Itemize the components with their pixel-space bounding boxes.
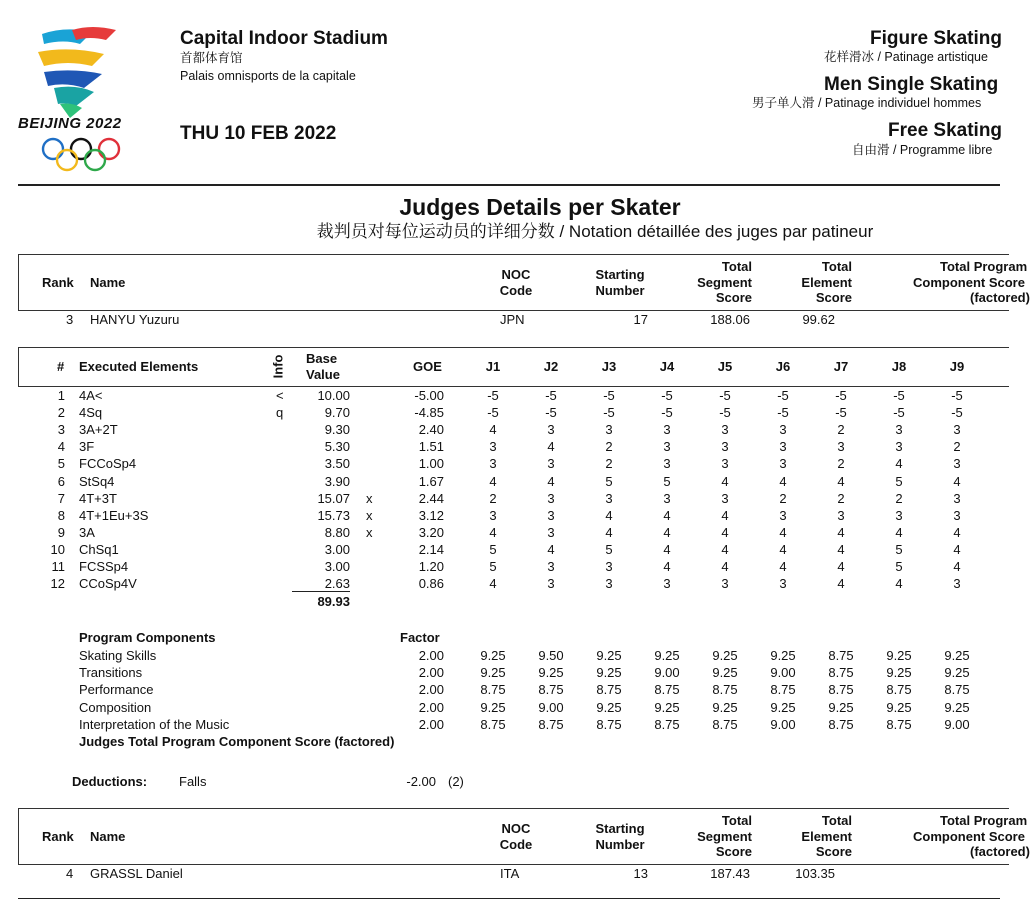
element-judge-score: 3 [547, 491, 555, 506]
element-name: 4Sq [79, 405, 103, 420]
tss-header-1: Total [721, 259, 752, 274]
element-judge-score: -5 [893, 388, 905, 403]
skater-tss: 188.06 [710, 312, 750, 327]
tes-header-2c: Score [815, 844, 852, 859]
element-judge-score: 4 [837, 474, 845, 489]
pcs-header-2b: Component Score [913, 829, 1025, 844]
element-judge-score: 3 [895, 439, 903, 454]
element-judge-score: 3 [547, 576, 555, 591]
component-name: Interpretation of the Music [79, 717, 230, 732]
deductions-count: (2) [448, 774, 464, 789]
tss-header-2c: Score [715, 844, 752, 859]
element-name: StSq4 [79, 474, 115, 489]
component-judge-score: 9.25 [944, 648, 970, 663]
component-judge-score: 9.00 [654, 665, 680, 680]
element-judge-score: 4 [779, 474, 787, 489]
element-judge-score: -5 [487, 388, 499, 403]
element-judge-score: 5 [605, 474, 613, 489]
element-judge-score: 3 [895, 422, 903, 437]
element-judge-score: 4 [547, 542, 555, 557]
element-judge-score: 2 [895, 491, 903, 506]
element-goe: 1.67 [418, 474, 444, 489]
component-judge-score: 8.75 [480, 682, 506, 697]
element-judge-score: 3 [779, 439, 787, 454]
tss-header-2a: Total [721, 813, 752, 828]
element-judge-score: 4 [489, 474, 497, 489]
component-judge-score: 8.75 [538, 682, 564, 697]
deductions-type: Falls [179, 774, 207, 789]
name-header-2: Name [90, 829, 126, 844]
component-factor: 2.00 [418, 682, 444, 697]
element-judge-score: 3 [489, 439, 497, 454]
skater2-tss: 187.43 [710, 866, 750, 881]
element-judge-score: 4 [489, 422, 497, 437]
element-number: 10 [50, 542, 65, 557]
component-judge-score: 8.75 [480, 717, 506, 732]
element-judge-score: 2 [953, 439, 961, 454]
element-judge-score: -5 [603, 405, 615, 420]
element-judge-score: 4 [547, 439, 555, 454]
element-judge-score: 3 [953, 508, 961, 523]
element-judge-score: 5 [663, 474, 671, 489]
component-name: Composition [79, 700, 152, 715]
tes-header-3: Score [815, 290, 852, 305]
skater2-name: GRASSL Daniel [90, 866, 183, 881]
base-total-rule [292, 591, 350, 592]
rank-header-2: Rank [42, 829, 74, 844]
starting-header-1: Starting [595, 267, 645, 282]
judge-header-1: J1 [485, 359, 501, 374]
element-base-value: 3.50 [324, 456, 350, 471]
factor-header: Factor [400, 630, 440, 645]
noc-header-2: Code [499, 283, 533, 298]
element-judge-score: 5 [605, 542, 613, 557]
component-judge-score: 9.25 [538, 665, 564, 680]
element-judge-score: 4 [721, 474, 729, 489]
pcs-header-2c: (factored) [970, 844, 1030, 859]
element-goe: 1.51 [418, 439, 444, 454]
element-judge-score: -5 [661, 405, 673, 420]
skater2-tes: 103.35 [795, 866, 835, 881]
element-judge-score: 3 [489, 456, 497, 471]
element-judge-score: 3 [663, 456, 671, 471]
element-judge-score: 4 [779, 542, 787, 557]
element-base-value: 15.07 [317, 491, 350, 506]
noc-header-1: NOC [501, 267, 531, 282]
element-goe: -5.00 [414, 388, 444, 403]
component-judge-score: 9.25 [712, 648, 738, 663]
element-base-value: 8.80 [324, 525, 350, 540]
components-header: Program Components [79, 630, 216, 645]
element-judge-score: 4 [663, 542, 671, 557]
component-judge-score: 8.75 [712, 717, 738, 732]
element-number: 1 [57, 388, 65, 403]
skater-noc: JPN [500, 312, 525, 327]
component-judge-score: 9.00 [944, 717, 970, 732]
component-judge-score: 8.75 [712, 682, 738, 697]
element-judge-score: -5 [545, 388, 557, 403]
venue-name-fr: Palais omnisports de la capitale [180, 69, 356, 83]
element-judge-score: 4 [953, 542, 961, 557]
element-judge-score: -5 [603, 388, 615, 403]
component-judge-score: 9.25 [654, 648, 680, 663]
header-divider [18, 184, 1000, 186]
component-judge-score: 9.25 [770, 648, 796, 663]
element-judge-score: 3 [779, 508, 787, 523]
element-info: < [276, 388, 284, 403]
element-judge-score: 3 [547, 525, 555, 540]
element-bonus-mark: x [366, 508, 373, 523]
num-header: # [57, 359, 65, 374]
component-factor: 2.00 [418, 665, 444, 680]
component-judge-score: 9.25 [596, 648, 622, 663]
element-judge-score: 4 [895, 456, 903, 471]
component-judge-score: 8.75 [828, 717, 854, 732]
element-name: 3F [79, 439, 95, 454]
component-judge-score: 9.25 [596, 665, 622, 680]
component-judge-score: 9.25 [944, 665, 970, 680]
starting-header-2a: Starting [595, 821, 645, 836]
component-factor: 2.00 [418, 648, 444, 663]
element-base-value: 15.73 [317, 508, 350, 523]
tss-header-2: Segment [697, 275, 752, 290]
element-judge-score: 3 [953, 491, 961, 506]
element-name: FCSSp4 [79, 559, 129, 574]
element-judge-score: 3 [547, 456, 555, 471]
element-judge-score: 4 [721, 508, 729, 523]
event-date: THU 10 FEB 2022 [180, 123, 337, 144]
element-number: 2 [57, 405, 65, 420]
element-judge-score: 3 [721, 491, 729, 506]
component-judge-score: 9.25 [770, 700, 796, 715]
event-title: Men Single Skating [824, 74, 999, 95]
tss-header-3: Score [715, 290, 752, 305]
element-name: 4T+1Eu+3S [79, 508, 149, 523]
event-subtitle: 男子单人滑 / Patinage individuel hommes [752, 96, 982, 110]
element-judge-score: 3 [605, 559, 613, 574]
skater-rank: 3 [66, 312, 74, 327]
deductions-label: Deductions: [72, 774, 148, 789]
element-judge-score: 4 [837, 542, 845, 557]
element-judge-score: 3 [837, 439, 845, 454]
rank-header: Rank [42, 275, 74, 290]
element-goe: 2.44 [418, 491, 444, 506]
element-judge-score: 3 [721, 576, 729, 591]
element-judge-score: 4 [895, 576, 903, 591]
venue-name: Capital Indoor Stadium [180, 28, 388, 49]
element-judge-score: 3 [779, 576, 787, 591]
element-base-value: 3.00 [324, 542, 350, 557]
component-name: Transitions [79, 665, 143, 680]
starting-header-2b: Number [595, 837, 645, 852]
element-judge-score: -5 [835, 405, 847, 420]
element-judge-score: 3 [547, 559, 555, 574]
element-goe: 1.00 [418, 456, 444, 471]
element-judge-score: 4 [779, 525, 787, 540]
element-judge-score: -5 [951, 388, 963, 403]
element-judge-score: 5 [489, 542, 497, 557]
component-judge-score: 9.25 [480, 648, 506, 663]
element-judge-score: 2 [489, 491, 497, 506]
element-judge-score: 3 [489, 508, 497, 523]
element-judge-score: 2 [605, 456, 613, 471]
segment-title: Free Skating [888, 120, 1003, 141]
executed-elements-header: Executed Elements [79, 359, 199, 374]
element-judge-score: 2 [605, 439, 613, 454]
element-judge-score: 5 [489, 559, 497, 574]
sport-subtitle: 花样滑冰 / Patinage artistique [824, 50, 988, 64]
element-judge-score: -5 [661, 388, 673, 403]
element-judge-score: 3 [721, 439, 729, 454]
element-goe: 1.20 [418, 559, 444, 574]
element-base-value: 5.30 [324, 439, 350, 454]
component-judge-score: 9.25 [886, 648, 912, 663]
element-name: FCCoSp4 [79, 456, 137, 471]
element-judge-score: 4 [663, 508, 671, 523]
element-judge-score: 4 [721, 559, 729, 574]
element-judge-score: 2 [779, 491, 787, 506]
element-judge-score: 4 [663, 559, 671, 574]
element-judge-score: 3 [953, 422, 961, 437]
element-name: 3A+2T [79, 422, 118, 437]
component-factor: 2.00 [418, 700, 444, 715]
element-judge-score: 5 [895, 559, 903, 574]
page-title: Judges Details per Skater [399, 194, 681, 220]
pcs-header-2a: Total Program [940, 813, 1028, 828]
element-judge-score: 3 [721, 422, 729, 437]
component-judge-score: 9.25 [886, 665, 912, 680]
skater-start: 17 [633, 312, 648, 327]
element-judge-score: -5 [545, 405, 557, 420]
element-base-value: 10.00 [317, 388, 350, 403]
tss-header-2b: Segment [697, 829, 752, 844]
element-base-value: 9.70 [324, 405, 350, 420]
element-judge-score: 4 [663, 525, 671, 540]
element-number: 4 [57, 439, 65, 454]
sport-title: Figure Skating [870, 28, 1002, 49]
component-judge-score: 9.00 [770, 717, 796, 732]
element-judge-score: -5 [719, 405, 731, 420]
element-number: 6 [57, 474, 65, 489]
element-judge-score: 3 [895, 508, 903, 523]
tes-header-2b: Element [801, 829, 852, 844]
element-name: 3A [79, 525, 95, 540]
component-judge-score: 9.00 [538, 700, 564, 715]
element-number: 9 [57, 525, 65, 540]
element-name: CCoSp4V [79, 576, 137, 591]
tes-header-2: Element [801, 275, 852, 290]
element-judge-score: -5 [777, 388, 789, 403]
element-judge-score: 4 [837, 525, 845, 540]
bottom-rule [18, 898, 1000, 899]
element-judge-score: 4 [837, 559, 845, 574]
component-judge-score: 9.00 [770, 665, 796, 680]
element-judge-score: 3 [547, 422, 555, 437]
page-subtitle: 裁判员对每位运动员的详细分数 / Notation détaillée des juges par patineur [316, 222, 874, 241]
noc-header-2a: NOC [501, 821, 531, 836]
beijing-2022-logo [14, 22, 144, 177]
element-judge-score: 2 [837, 456, 845, 471]
element-goe: 2.14 [418, 542, 444, 557]
element-bonus-mark: x [366, 525, 373, 540]
component-judge-score: 8.75 [596, 682, 622, 697]
judge-header-7: J7 [833, 359, 849, 374]
judge-header-9: J9 [949, 359, 965, 374]
element-judge-score: -5 [893, 405, 905, 420]
pcs-header-1: Total Program [940, 259, 1028, 274]
element-base-value: 3.00 [324, 559, 350, 574]
element-judge-score: -5 [835, 388, 847, 403]
component-judge-score: 9.25 [480, 700, 506, 715]
element-number: 7 [57, 491, 65, 506]
component-judge-score: 9.25 [886, 700, 912, 715]
element-judge-score: 3 [953, 576, 961, 591]
pcs-header-2: Component Score [913, 275, 1025, 290]
element-judge-score: -5 [951, 405, 963, 420]
tes-header-1: Total [821, 259, 852, 274]
element-base-value: 9.30 [324, 422, 350, 437]
element-goe: 3.12 [418, 508, 444, 523]
element-number: 8 [57, 508, 65, 523]
element-judge-score: 4 [895, 525, 903, 540]
element-judge-score: 3 [605, 576, 613, 591]
element-judge-score: 3 [663, 491, 671, 506]
element-judge-score: 5 [895, 542, 903, 557]
element-number: 12 [50, 576, 65, 591]
element-judge-score: 3 [953, 456, 961, 471]
element-judge-score: 3 [663, 439, 671, 454]
element-judge-score: -5 [487, 405, 499, 420]
element-judge-score: 3 [663, 422, 671, 437]
element-goe: -4.85 [414, 405, 444, 420]
element-judge-score: 2 [837, 422, 845, 437]
element-goe: 0.86 [418, 576, 444, 591]
element-judge-score: 4 [721, 525, 729, 540]
judge-header-4: J4 [659, 359, 675, 374]
element-bonus-mark: x [366, 491, 373, 506]
element-base-value: 3.90 [324, 474, 350, 489]
element-goe: 3.20 [418, 525, 444, 540]
element-judge-score: 4 [547, 474, 555, 489]
element-judge-score: 4 [489, 576, 497, 591]
element-judge-score: 4 [489, 525, 497, 540]
info-header: Info [270, 354, 286, 379]
element-judge-score: 3 [779, 456, 787, 471]
base-header-1: Base [306, 351, 338, 366]
component-judge-score: 9.50 [538, 648, 564, 663]
tes-header-2a: Total [821, 813, 852, 828]
element-judge-score: 3 [779, 422, 787, 437]
name-header: Name [90, 275, 126, 290]
element-judge-score: 2 [837, 491, 845, 506]
skater2-start: 13 [633, 866, 648, 881]
skater2-rank: 4 [66, 866, 74, 881]
judge-header-3: J3 [601, 359, 617, 374]
component-judge-score: 8.75 [654, 682, 680, 697]
judge-header-5: J5 [717, 359, 733, 374]
component-judge-score: 8.75 [886, 717, 912, 732]
component-name: Skating Skills [79, 648, 157, 663]
component-judge-score: 8.75 [538, 717, 564, 732]
component-judge-score: 8.75 [944, 682, 970, 697]
segment-subtitle: 自由滑 / Programme libre [852, 143, 993, 157]
element-goe: 2.40 [418, 422, 444, 437]
base-total: 89.93 [317, 594, 350, 609]
component-judge-score: 9.25 [712, 665, 738, 680]
component-judge-score: 8.75 [886, 682, 912, 697]
olympic-rings-icon [40, 136, 122, 176]
component-judge-score: 8.75 [828, 682, 854, 697]
element-name: ChSq1 [79, 542, 119, 557]
component-judge-score: 9.25 [944, 700, 970, 715]
skater-tes: 99.62 [802, 312, 835, 327]
component-judge-score: 8.75 [828, 665, 854, 680]
element-judge-score: -5 [719, 388, 731, 403]
component-factor: 2.00 [418, 717, 444, 732]
skater2-noc: ITA [500, 866, 520, 881]
element-judge-score: 4 [721, 542, 729, 557]
component-judge-score: 8.75 [654, 717, 680, 732]
element-judge-score: 4 [953, 474, 961, 489]
component-judge-score: 8.75 [828, 648, 854, 663]
pcs-header-3: (factored) [970, 290, 1030, 305]
element-number: 5 [57, 456, 65, 471]
noc-header-2b: Code [499, 837, 533, 852]
component-judge-score: 8.75 [596, 717, 622, 732]
element-judge-score: 3 [605, 491, 613, 506]
components-total-label: Judges Total Program Component Score (factored) [79, 734, 395, 749]
component-judge-score: 9.25 [480, 665, 506, 680]
goe-header: GOE [413, 359, 442, 374]
starting-header-2: Number [595, 283, 645, 298]
element-name: 4T+3T [79, 491, 117, 506]
skater-name: HANYU Yuzuru [90, 312, 180, 327]
element-judge-score: 4 [953, 559, 961, 574]
logo-text: BEIJING 2022 [18, 115, 122, 132]
judge-header-2: J2 [543, 359, 559, 374]
judge-header-8: J8 [891, 359, 907, 374]
component-judge-score: 9.25 [654, 700, 680, 715]
component-judge-score: 9.25 [596, 700, 622, 715]
base-header-2: Value [306, 367, 340, 382]
element-judge-score: 4 [953, 525, 961, 540]
element-judge-score: 4 [779, 559, 787, 574]
element-judge-score: 3 [605, 422, 613, 437]
element-number: 11 [51, 559, 65, 574]
component-judge-score: 8.75 [770, 682, 796, 697]
deductions-value: -2.00 [406, 774, 436, 789]
element-judge-score: 3 [837, 508, 845, 523]
element-info: q [276, 405, 284, 420]
element-name: 4A< [79, 388, 103, 403]
venue-name-zh: 首都体育馆 [180, 51, 243, 65]
component-judge-score: 9.25 [828, 700, 854, 715]
element-judge-score: 3 [721, 456, 729, 471]
component-judge-score: 9.25 [712, 700, 738, 715]
element-judge-score: 5 [895, 474, 903, 489]
element-judge-score: 3 [547, 508, 555, 523]
element-judge-score: 4 [837, 576, 845, 591]
judge-header-6: J6 [775, 359, 791, 374]
element-number: 3 [57, 422, 65, 437]
component-name: Performance [79, 682, 154, 697]
element-judge-score: -5 [777, 405, 789, 420]
element-judge-score: 4 [605, 508, 613, 523]
element-judge-score: 3 [663, 576, 671, 591]
element-base-value: 2.63 [324, 576, 350, 591]
element-judge-score: 4 [605, 525, 613, 540]
